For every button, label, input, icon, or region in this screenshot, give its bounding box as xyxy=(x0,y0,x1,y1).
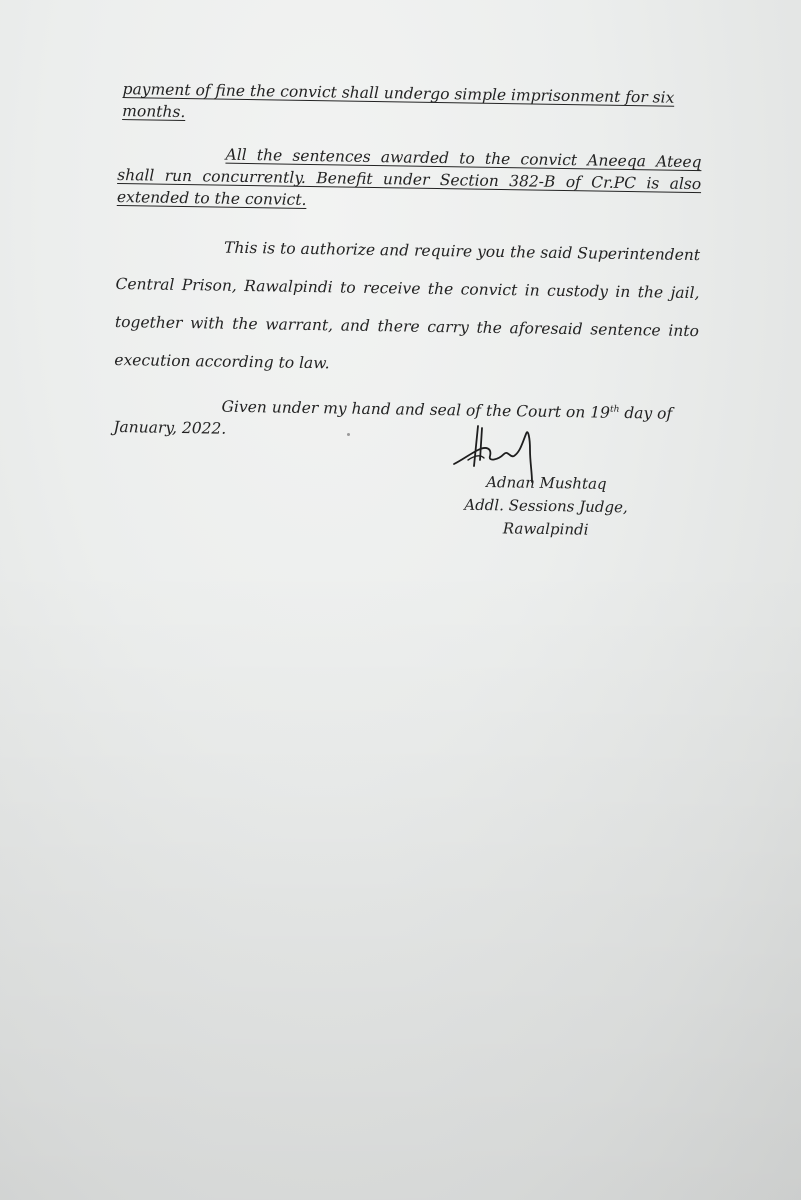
judge-name: Adnan Mushtaq xyxy=(486,473,607,493)
paragraph-authorization xyxy=(114,227,700,388)
concurrent-sentences-text: All the sentences awarded to the convict Aneeqa Ateeq shall run concurrently. Benefit under Section 382-B of Cr.PC is also extended to the convict. xyxy=(116,145,702,209)
document-body xyxy=(113,0,704,438)
court-location: Rawalpindi xyxy=(502,519,589,539)
fine-clause-line1: payment of fine the convict shall undergo simple imprisonment for six xyxy=(122,80,675,107)
date-ordinal: th xyxy=(609,404,620,415)
signature-block xyxy=(445,470,646,542)
date-before: Given under my hand and seal of the Court on 19 xyxy=(221,397,611,422)
authorization-text: This is to authorize and require you the said Superintendent Central Prison, Rawalpindi to receive the convict in custody in the jail, together with the warrant, and there carry the aforesaid sentence into execution according to law. xyxy=(114,238,701,373)
date-after: day of January, 2022. xyxy=(113,403,673,438)
paragraph-concurrent-sentences xyxy=(117,142,702,217)
paper-speck xyxy=(347,433,350,436)
page-shadow xyxy=(0,560,801,1200)
fine-clause-line2: months. xyxy=(122,102,186,122)
paragraph-fine-clause xyxy=(122,78,674,131)
judge-title: Addl. Sessions Judge, xyxy=(464,495,628,517)
paragraph-date xyxy=(113,394,698,447)
